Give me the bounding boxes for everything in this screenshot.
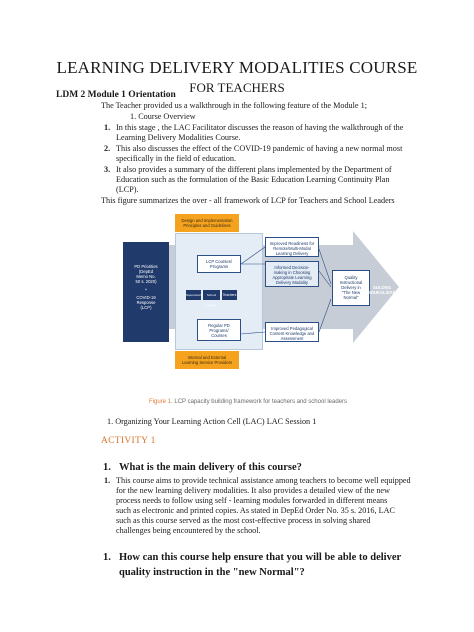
answer-1-number: 1. bbox=[104, 476, 111, 485]
pd-priorities-box: PD Priorities (DepEd Memo No. 50 s. 2020) + COVID-19 Response (LCP) bbox=[123, 242, 169, 342]
item-3-line-1: It also provides a summary of the different plans implemented by the Department of bbox=[116, 165, 392, 174]
item-3-line-2: Education such as the formulation of the Basic Education Learning Continuity Plan bbox=[116, 175, 390, 184]
sulong-edukalidad-label: SULONG EDUKALIDAD bbox=[368, 285, 396, 295]
supervisors-box: Supervisors bbox=[186, 290, 201, 300]
item-1-line-1: In this stage , the LAC Facilitator discusses the reason of having the walkthrough of the bbox=[116, 123, 404, 132]
question-2-line-2: quality instruction in the "new Normal"? bbox=[119, 567, 305, 578]
item-1-line-2: Learning Delivery Modalities Course. bbox=[116, 133, 241, 142]
item-1-number: 1. bbox=[104, 123, 111, 132]
pedagogical-knowledge-box: Improved Pedagogical Content Knowledge and Assessment bbox=[265, 322, 319, 342]
figure-caption-label: Figure 1. bbox=[149, 399, 173, 405]
answer-1-line-2: for the new learning delivery modalities. It also provides a detailed view of the new bbox=[116, 486, 390, 495]
informed-decision-box: Informed Decision- making in Choosing Appropriate Learning Delivery Modality bbox=[265, 261, 319, 287]
service-providers-box: Internal and External Learning Service Providers bbox=[175, 351, 239, 369]
question-2-line-1: How can this course help ensure that you will be able to deliver bbox=[119, 552, 402, 563]
teachers-box: Teachers bbox=[222, 290, 237, 300]
document-subtitle: FOR TEACHERS bbox=[189, 80, 285, 95]
figure-intro-text: This figure summarizes the over - all framework of LCP for Teachers and School Leaders bbox=[101, 196, 395, 205]
design-principles-box: Design and Implementation Principles and Guidelines bbox=[175, 214, 239, 232]
intro-text: The Teacher provided us a walkthrough in the following feature of the Module 1; bbox=[101, 101, 367, 110]
item-2-number: 2. bbox=[104, 144, 111, 153]
lcp-courses-box: LCP Courses/ Programs bbox=[197, 255, 241, 273]
regular-pd-box: Regular PD Programs/ Courses bbox=[197, 319, 241, 341]
organizing-lac-text: 1. Organizing Your Learning Action Cell (LAC) LAC Session 1 bbox=[107, 417, 317, 426]
figure-caption bbox=[149, 399, 347, 405]
question-1-number: 1. bbox=[103, 462, 111, 473]
school-leaders-box: School Leaders bbox=[203, 290, 220, 300]
answer-1-line-3: process needs to follow using self - learning modules forwarded in different means bbox=[116, 496, 388, 505]
lcp-framework-figure bbox=[113, 209, 399, 406]
document-title: LEARNING DELIVERY MODALITIES COURSE bbox=[56, 58, 418, 77]
item-3-line-3: (LCP). bbox=[116, 185, 139, 194]
answer-1-line-1: This course aims to provide technical assistance among teachers to become well equipped bbox=[116, 476, 411, 485]
section-heading: LDM 2 Module 1 Orientation bbox=[56, 90, 176, 100]
answer-1-line-6: challenges being encountered by the school. bbox=[116, 526, 261, 535]
quality-delivery-box: Quality Instructional Delivery in "The New Normal" bbox=[332, 270, 370, 306]
item-2-line-1: This also discusses the effect of the COVID-19 pandemic of having a new normal most bbox=[116, 144, 403, 153]
answer-1-line-5: such as this course served as the most cost-effective process in solving shared bbox=[116, 516, 371, 525]
course-overview-label: 1. Course Overview bbox=[130, 112, 196, 121]
improved-readiness-box: Improved Readiness for Remote/Multi-Modal Learning Delivery bbox=[265, 237, 319, 257]
question-1-text: What is the main delivery of this course? bbox=[119, 462, 302, 473]
activity-heading: ACTIVITY 1 bbox=[101, 436, 156, 446]
question-2-number: 1. bbox=[103, 552, 111, 563]
item-2-line-2: specifically in the field of education. bbox=[116, 154, 237, 163]
answer-1-line-4: such as electronic and printed copies. As stated in DepEd Order No. 35 s. 2016, LAC bbox=[116, 506, 395, 515]
figure-caption-text: LCP capacity building framework for teachers and school leaders bbox=[172, 399, 348, 405]
item-3-number: 3. bbox=[104, 165, 111, 174]
